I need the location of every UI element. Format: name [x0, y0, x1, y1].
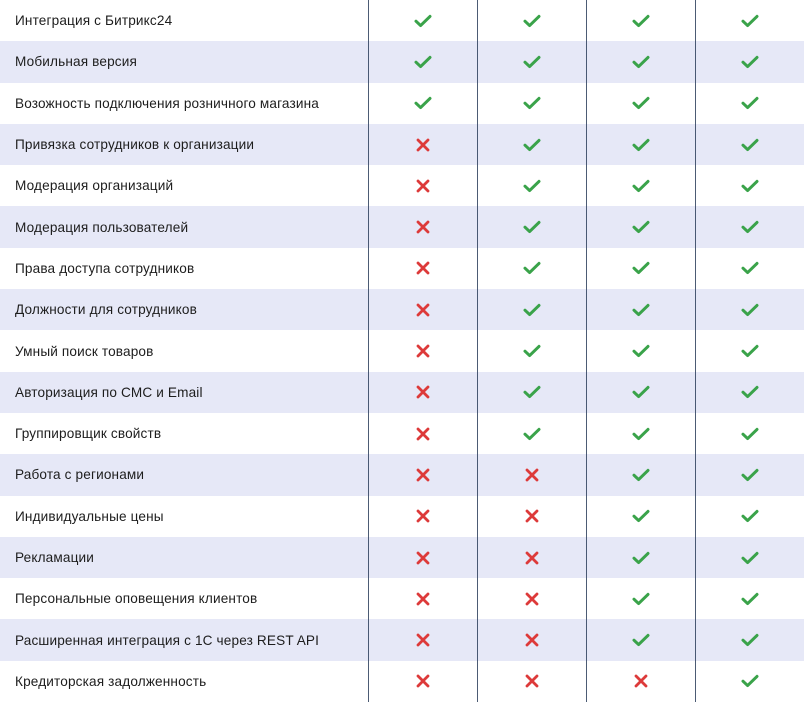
cross-icon: [368, 289, 477, 330]
cross-icon: [368, 206, 477, 247]
column-divider: [695, 0, 696, 702]
check-icon: [586, 0, 695, 41]
check-icon: [477, 206, 586, 247]
check-icon: [695, 41, 804, 82]
check-icon: [477, 330, 586, 371]
check-icon: [695, 206, 804, 247]
check-icon: [477, 124, 586, 165]
cross-icon: [368, 165, 477, 206]
feature-label: Права доступа сотрудников: [15, 260, 195, 276]
cross-icon: [368, 454, 477, 495]
feature-label: Группировщик свойств: [15, 426, 162, 442]
check-icon: [695, 496, 804, 537]
cross-icon: [368, 372, 477, 413]
table-row: [0, 124, 804, 165]
cross-icon: [368, 248, 477, 289]
cross-icon: [477, 454, 586, 495]
cross-icon: [477, 619, 586, 660]
cross-icon: [368, 661, 477, 702]
check-icon: [695, 248, 804, 289]
table-row: [0, 0, 804, 41]
table-row: [0, 289, 804, 330]
feature-label: Возожность подключения розничного магазина: [15, 95, 319, 111]
cross-icon: [586, 661, 695, 702]
table-row: [0, 537, 804, 578]
check-icon: [586, 124, 695, 165]
feature-label: Умный поиск товаров: [15, 343, 154, 359]
feature-label: Расширенная интеграция с 1С через REST API: [15, 632, 320, 648]
cross-icon: [477, 496, 586, 537]
check-icon: [368, 0, 477, 41]
table-row: [0, 248, 804, 289]
feature-label: Рекламации: [15, 550, 95, 565]
check-icon: [477, 41, 586, 82]
check-icon: [695, 83, 804, 124]
check-icon: [477, 83, 586, 124]
check-icon: [695, 330, 804, 371]
feature-label: Авторизация по СМС и Email: [15, 384, 203, 400]
check-icon: [368, 41, 477, 82]
cross-icon: [477, 578, 586, 619]
check-icon: [586, 537, 695, 578]
feature-label: Работа с регионами: [15, 467, 145, 483]
table-row: [0, 330, 804, 371]
check-icon: [477, 289, 586, 330]
table-row: [0, 165, 804, 206]
check-icon: [586, 619, 695, 660]
feature-label: Модерация организаций: [15, 178, 174, 194]
check-icon: [477, 372, 586, 413]
check-icon: [586, 248, 695, 289]
table-row: [0, 454, 804, 495]
check-icon: [586, 165, 695, 206]
column-divider: [368, 0, 369, 702]
check-icon: [586, 454, 695, 495]
cross-icon: [368, 578, 477, 619]
cross-icon: [368, 124, 477, 165]
check-icon: [695, 413, 804, 454]
cross-icon: [368, 330, 477, 371]
check-icon: [368, 83, 477, 124]
check-icon: [586, 496, 695, 537]
table-row: [0, 372, 804, 413]
check-icon: [477, 0, 586, 41]
check-icon: [477, 413, 586, 454]
feature-label: Персональные оповещения клиентов: [15, 591, 258, 607]
table-row: [0, 619, 804, 660]
check-icon: [695, 454, 804, 495]
cross-icon: [368, 619, 477, 660]
column-divider: [586, 0, 587, 702]
cross-icon: [477, 537, 586, 578]
check-icon: [695, 0, 804, 41]
feature-label: Мобильная версия: [15, 54, 137, 70]
check-icon: [586, 83, 695, 124]
feature-label: Должности для сотрудников: [15, 302, 197, 318]
column-divider: [477, 0, 478, 702]
check-icon: [695, 661, 804, 702]
check-icon: [695, 165, 804, 206]
table-row: [0, 578, 804, 619]
cross-icon: [368, 537, 477, 578]
check-icon: [586, 413, 695, 454]
table-row: [0, 83, 804, 124]
cross-icon: [368, 496, 477, 537]
check-icon: [695, 372, 804, 413]
check-icon: [477, 248, 586, 289]
check-icon: [586, 578, 695, 619]
check-icon: [586, 330, 695, 371]
check-icon: [586, 41, 695, 82]
table-row: [0, 413, 804, 454]
feature-label: Интеграция с Битрикс24: [15, 13, 173, 29]
table-row: [0, 661, 804, 702]
check-icon: [586, 289, 695, 330]
check-icon: [586, 206, 695, 247]
feature-label: Кредиторская задолженность: [15, 673, 207, 689]
check-icon: [695, 124, 804, 165]
check-icon: [695, 537, 804, 578]
check-icon: [695, 289, 804, 330]
cross-icon: [477, 661, 586, 702]
check-icon: [586, 372, 695, 413]
table-row: [0, 41, 804, 82]
check-icon: [695, 619, 804, 660]
cross-icon: [368, 413, 477, 454]
feature-label: Индивидуальные цены: [15, 508, 164, 524]
feature-label: Привязка сотрудников к организации: [15, 137, 255, 153]
check-icon: [477, 165, 586, 206]
check-icon: [695, 578, 804, 619]
table-row: [0, 206, 804, 247]
table-row: [0, 496, 804, 537]
feature-label: Модерация пользователей: [15, 219, 189, 235]
